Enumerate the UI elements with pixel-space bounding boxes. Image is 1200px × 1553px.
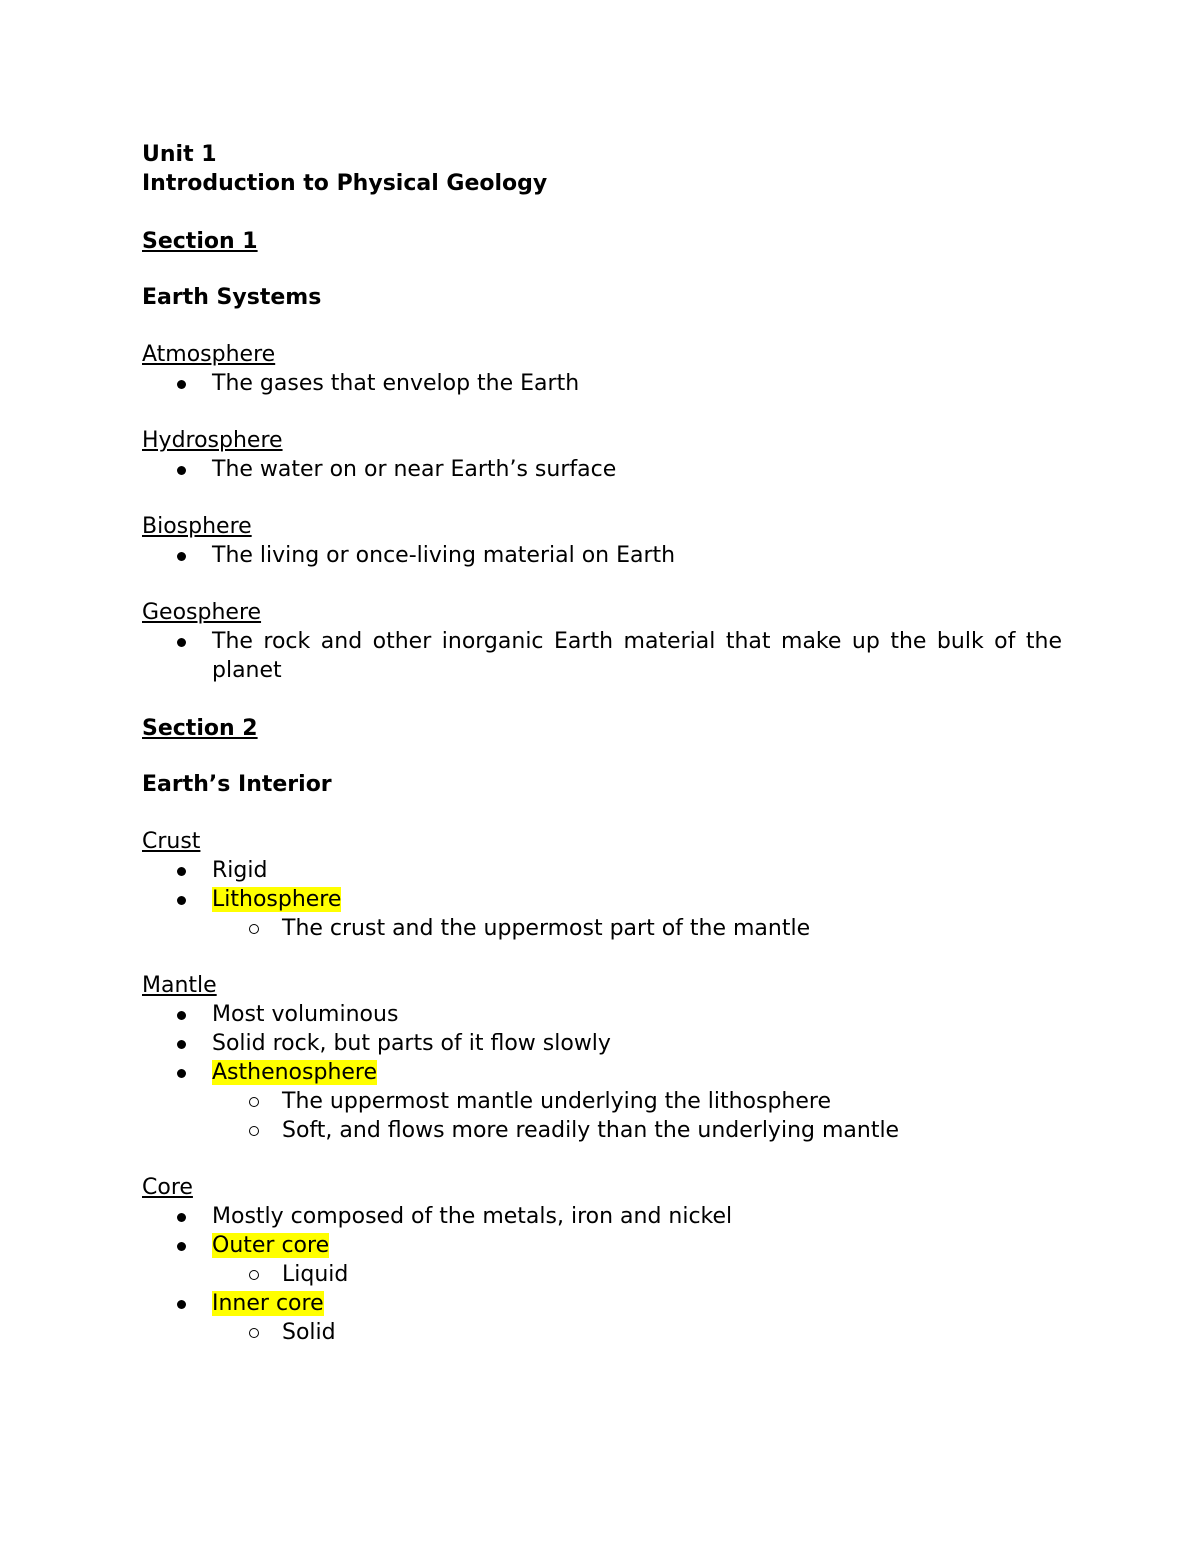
term-hydrosphere: Hydrosphere	[142, 428, 283, 453]
list-item-text: The uppermost mantle underlying the lithosphere	[282, 1089, 832, 1114]
bullet-icon	[177, 380, 186, 389]
sub-list-item	[142, 1116, 1062, 1145]
bullet-list	[142, 627, 1062, 685]
term-crust: Crust	[142, 829, 201, 854]
list-item-text: Mostly composed of the metals, iron and nickel	[212, 1204, 733, 1229]
list-item-text: Solid	[282, 1320, 336, 1345]
list-item-text: Solid rock, but parts of it flow slowly	[212, 1031, 611, 1056]
list-item	[142, 455, 1062, 484]
list-item	[142, 627, 1062, 685]
term-geosphere: Geosphere	[142, 600, 262, 625]
bullet-list	[142, 369, 1062, 398]
list-item	[142, 541, 1062, 570]
bullet-list	[142, 541, 1062, 570]
term-atmosphere: Atmosphere	[142, 342, 276, 367]
list-item-text: Most voluminous	[212, 1002, 399, 1027]
bullet-icon	[177, 1300, 186, 1309]
bullet-list	[142, 1000, 1062, 1145]
list-item	[142, 1231, 1062, 1260]
list-item	[142, 1000, 1062, 1029]
sub-list-item	[142, 914, 1062, 943]
highlighted-term: Outer core	[212, 1233, 330, 1258]
list-item-text: The crust and the uppermost part of the mantle	[282, 916, 811, 941]
bullet-icon	[177, 638, 186, 647]
bullet-list	[142, 455, 1062, 484]
topic-biosphere	[142, 512, 1062, 570]
section-2-title: Section 2	[142, 716, 258, 741]
unit-header	[142, 140, 1062, 198]
circle-bullet-icon	[249, 1328, 259, 1338]
document-page	[142, 140, 1062, 1347]
bullet-list	[142, 856, 1062, 943]
bullet-icon	[177, 466, 186, 475]
term-mantle: Mantle	[142, 973, 217, 998]
topic-hydrosphere	[142, 426, 1062, 484]
list-item-text: The gases that envelop the Earth	[212, 371, 580, 396]
highlighted-term: Lithosphere	[212, 887, 342, 912]
bullet-icon	[177, 1011, 186, 1020]
topic-atmosphere	[142, 340, 1062, 398]
topic-mantle	[142, 971, 1062, 1145]
term-core: Core	[142, 1175, 193, 1200]
list-item-text: The rock and other inorganic Earth material that make up the bulk of the planet	[212, 629, 1062, 683]
list-item	[142, 369, 1062, 398]
sub-list-item	[142, 1260, 1062, 1289]
bullet-icon	[177, 1040, 186, 1049]
bullet-list	[142, 1202, 1062, 1347]
list-item-text: Soft, and flows more readily than the underlying mantle	[282, 1118, 900, 1143]
bullet-icon	[177, 867, 186, 876]
unit-label: Unit 1	[142, 142, 217, 167]
circle-bullet-icon	[249, 924, 259, 934]
highlighted-term: Asthenosphere	[212, 1060, 378, 1085]
circle-bullet-icon	[249, 1270, 259, 1280]
list-item	[142, 856, 1062, 885]
list-item	[142, 1289, 1062, 1318]
list-item-text: The living or once-living material on Earth	[212, 543, 676, 568]
list-item	[142, 1058, 1062, 1087]
unit-title: Introduction to Physical Geology	[142, 171, 548, 196]
circle-bullet-icon	[249, 1097, 259, 1107]
circle-bullet-icon	[249, 1126, 259, 1136]
list-item-text: The water on or near Earth’s surface	[212, 457, 617, 482]
topic-core	[142, 1173, 1062, 1347]
list-item	[142, 885, 1062, 914]
earth-systems-heading: Earth Systems	[142, 285, 322, 310]
earths-interior-heading: Earth’s Interior	[142, 772, 332, 797]
sub-list-item	[142, 1087, 1062, 1116]
list-item-text: Liquid	[282, 1262, 349, 1287]
bullet-icon	[177, 552, 186, 561]
section-1-title: Section 1	[142, 229, 258, 254]
topic-geosphere	[142, 598, 1062, 685]
list-item	[142, 1029, 1062, 1058]
list-item-text: Rigid	[212, 858, 268, 883]
list-item	[142, 1202, 1062, 1231]
bullet-icon	[177, 1069, 186, 1078]
highlighted-term: Inner core	[212, 1291, 324, 1316]
bullet-icon	[177, 1242, 186, 1251]
term-biosphere: Biosphere	[142, 514, 252, 539]
bullet-icon	[177, 896, 186, 905]
sub-list-item	[142, 1318, 1062, 1347]
bullet-icon	[177, 1213, 186, 1222]
topic-crust	[142, 827, 1062, 943]
